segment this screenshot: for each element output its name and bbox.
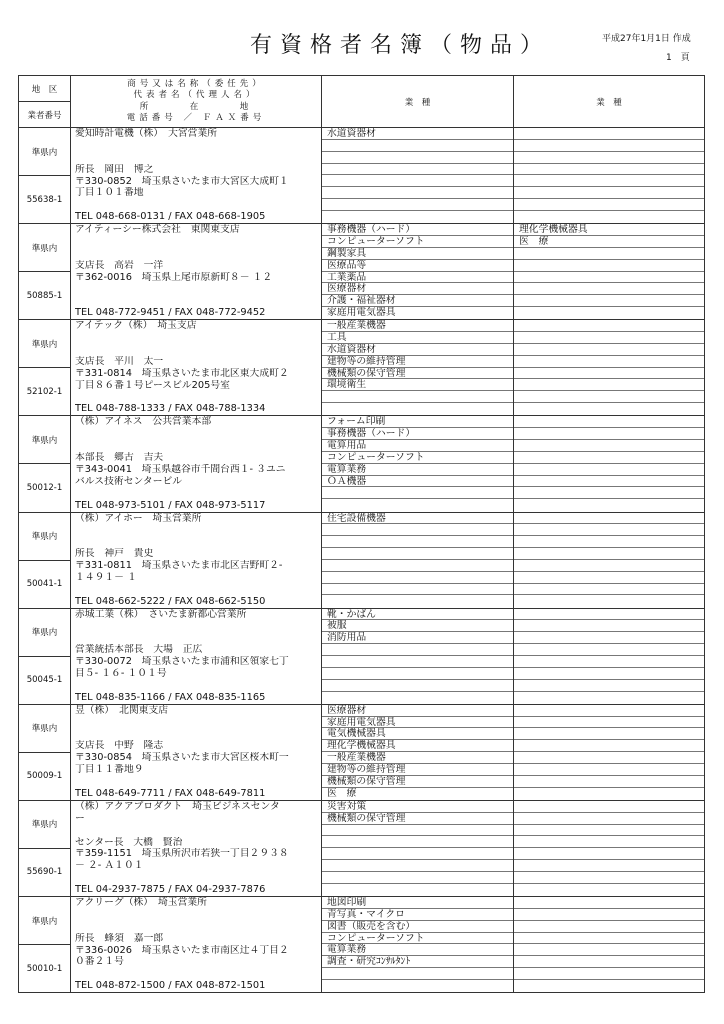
category-item <box>514 801 704 813</box>
category-item <box>514 705 704 717</box>
category-item <box>322 680 513 692</box>
category-item <box>514 356 704 368</box>
category-item <box>514 152 704 164</box>
entry-line <box>75 872 321 884</box>
registry-table <box>18 75 705 993</box>
category-item: 電算用品 <box>322 440 513 452</box>
category-cell-2 <box>514 800 705 896</box>
region-cell: 準県内 <box>19 320 71 368</box>
entry-line: １４９１－ １ <box>75 571 137 583</box>
category-item <box>322 872 513 884</box>
entry-line: アクリーグ（株） 埼玉営業所 <box>75 897 207 908</box>
category-cell-2 <box>514 608 705 704</box>
category-item <box>514 403 704 415</box>
page-number: 1 頁 <box>666 53 690 63</box>
entry-line: 〒343-0041 埼玉県越谷市千間台西１- ３ユニ <box>75 463 286 475</box>
category-item <box>514 499 704 511</box>
category-item <box>322 595 513 607</box>
entry-row <box>19 224 705 272</box>
entry-line <box>75 968 321 980</box>
category-item <box>514 584 704 596</box>
entry-row <box>19 512 705 560</box>
entry-line <box>75 776 321 788</box>
category-item <box>514 620 704 632</box>
category-item <box>514 944 704 956</box>
entry-line: ー <box>75 812 85 824</box>
category-item <box>514 813 704 825</box>
entry-line: 〒331-0814 埼玉県さいたま市北区東大成町２ <box>75 367 289 379</box>
entry-line: TEL 048-788-1333 / FAX 048-788-1334 <box>75 403 266 415</box>
category-cell-1 <box>322 128 514 224</box>
category-item <box>514 692 704 704</box>
region-cell: 準県内 <box>19 128 71 176</box>
entry-line: TEL 048-649-7711 / FAX 048-649-7811 <box>75 787 266 799</box>
category-item <box>514 656 704 668</box>
entry-line: 営業統括本部長 大場 正広 <box>75 644 203 656</box>
category-item <box>322 644 513 656</box>
entry-row <box>19 416 705 464</box>
category-item: ＯＡ機器 <box>322 476 513 488</box>
created-date: 平成27年1月1日 作成 <box>602 34 691 44</box>
category-item <box>514 487 704 499</box>
category-item <box>514 452 704 464</box>
category-item <box>514 548 704 560</box>
entry-line: 支店長 平川 太一 <box>75 355 164 367</box>
vendor-number-cell: 50045-1 <box>19 656 71 704</box>
category-item: コンピューターソフト <box>322 452 513 464</box>
category-item <box>514 884 704 896</box>
category-item: 医 療 <box>327 787 357 799</box>
company-cell <box>71 897 322 993</box>
entry-line: 愛知時計電機（株） 大宮営業所 <box>75 128 218 139</box>
entry-line: TEL 04-2937-7875 / FAX 04-2937-7876 <box>75 884 266 896</box>
category-item <box>514 717 704 729</box>
entry-line <box>75 428 321 440</box>
category-cell-2 <box>514 416 705 512</box>
category-item <box>322 825 513 837</box>
category-cell-2 <box>514 704 705 800</box>
entry-line: （株）アイホー 埼玉営業所 <box>75 512 202 524</box>
category-item <box>322 187 513 199</box>
category-item <box>514 848 704 860</box>
entry-line <box>75 680 321 692</box>
entry-line <box>75 332 321 344</box>
entry-line: 本部長 郷古 吉夫 <box>75 452 164 464</box>
category-item <box>514 740 704 752</box>
category-item <box>514 933 704 945</box>
category-item <box>514 513 704 525</box>
category-item: 事務機器（ハード） <box>322 224 513 236</box>
category-item: 医療器材 <box>322 705 513 717</box>
vendor-number-cell: 50012-1 <box>19 464 71 512</box>
category-item: 水道資器材 <box>322 128 513 140</box>
category-item: 電算業務 <box>322 464 513 476</box>
entry-line <box>75 140 321 152</box>
entry-line: TEL 048-668-0131 / FAX 048-668-1905 <box>75 211 266 223</box>
category-item <box>514 187 704 199</box>
entry-line: 〒359-1151 埼玉県所沢市若狭一丁目２９３８ <box>75 848 289 860</box>
category-item: 工業薬品 <box>322 272 513 284</box>
category-item <box>322 572 513 584</box>
entry-line <box>75 825 321 837</box>
category-cell-2 <box>514 224 705 320</box>
entry-line: ０番２１号 <box>75 956 124 968</box>
category-item <box>514 921 704 933</box>
category-cell-1 <box>322 704 514 800</box>
entry-line: 丁目１０１番地 <box>75 187 144 199</box>
category-item: 機械類の保守管理 <box>322 368 513 380</box>
category-item: 理化学機械器具 <box>514 224 704 236</box>
region-cell: 準県内 <box>19 608 71 656</box>
category-item: 図書（販売を含む） <box>322 921 513 933</box>
category-item: コンピューターソフト <box>322 933 513 945</box>
category-item <box>514 836 704 848</box>
category-item: 住宅設備機器 <box>322 513 513 525</box>
category-item: 鋼製家具 <box>322 248 513 260</box>
category-item <box>514 872 704 884</box>
category-item: 介護・福祉器材 <box>322 295 513 307</box>
category-item: 水道資器材 <box>322 344 513 356</box>
entry-line: 支店長 中野 隆志 <box>75 740 164 752</box>
entry-line: 〒336-0026 埼玉県さいたま市南区辻４丁目２ <box>75 944 289 956</box>
vendor-number-cell: 50010-1 <box>19 945 71 993</box>
category-item: 消防用品 <box>322 632 513 644</box>
entry-line: TEL 048-835-1166 / FAX 048-835-1165 <box>75 691 266 703</box>
category-cell-1 <box>322 897 514 993</box>
category-item <box>322 199 513 211</box>
entry-line <box>75 909 321 921</box>
category-item <box>514 140 704 152</box>
category-item <box>514 897 704 909</box>
entry-line: 赤城工業（株） さいたま新都心営業所 <box>75 608 247 620</box>
category-item <box>514 260 704 272</box>
category-item <box>322 860 513 872</box>
entry-line <box>75 392 321 404</box>
category-item: 青写真・マイクロ <box>322 909 513 921</box>
category-item <box>514 668 704 680</box>
company-cell <box>71 416 322 512</box>
category-item <box>514 609 704 621</box>
category-item <box>514 379 704 391</box>
category-item <box>322 391 513 403</box>
entry-line <box>75 536 321 548</box>
company-cell <box>71 320 322 416</box>
category-item <box>322 152 513 164</box>
entry-row <box>19 897 705 945</box>
category-item <box>514 272 704 284</box>
category-cell-2 <box>514 128 705 224</box>
category-cell-1 <box>322 224 514 320</box>
category-item <box>514 728 704 740</box>
category-item: 調査・研究ｺﾝｻﾙﾀﾝﾄ <box>322 956 513 968</box>
category-item: 事務機器（ハード） <box>322 428 513 440</box>
category-cell-2 <box>514 897 705 993</box>
category-item <box>514 464 704 476</box>
category-item <box>514 248 704 260</box>
category-item: フォーム印刷 <box>322 416 513 428</box>
entry-line: 〒330-0854 埼玉県さいたま市大宮区桜木町一 <box>75 752 289 764</box>
entry-line <box>75 199 321 211</box>
category-item <box>514 476 704 488</box>
header-row <box>19 76 705 102</box>
category-item: 医 療 <box>514 236 704 248</box>
entry-row <box>19 704 705 752</box>
category-item: 靴・かばん <box>322 609 513 621</box>
category-cell-2 <box>514 512 705 608</box>
category-item <box>514 595 704 607</box>
header-region: 地 区 <box>19 76 71 102</box>
category-item <box>514 776 704 788</box>
entry-line: 所長 神戸 貴史 <box>75 548 154 560</box>
vendor-number-cell: 50009-1 <box>19 752 71 800</box>
category-item: 医療品等 <box>322 260 513 272</box>
category-item <box>322 211 513 223</box>
category-item <box>514 825 704 837</box>
entry-line <box>75 921 321 933</box>
entry-line: 〒330-0852 埼玉県さいたま市大宮区大成町１ <box>75 175 289 187</box>
category-item: 電算業務 <box>322 944 513 956</box>
category-item <box>514 344 704 356</box>
category-cell-1 <box>322 800 514 896</box>
entry-line: TEL 048-872-1500 / FAX 048-872-1501 <box>75 980 266 992</box>
category-item <box>514 307 704 319</box>
category-item <box>514 416 704 428</box>
entry-line <box>75 632 321 644</box>
entry-line <box>75 284 321 296</box>
entry-line <box>75 584 321 596</box>
category-item <box>514 980 704 992</box>
category-item <box>322 560 513 572</box>
header-company <box>71 76 322 128</box>
vendor-number-cell: 50885-1 <box>19 272 71 320</box>
entry-line: 所長 岡田 博之 <box>75 163 154 175</box>
category-item: 地図印刷 <box>322 897 513 909</box>
category-item <box>322 692 513 704</box>
entry-line: 支店長 高岩 一洋 <box>75 259 164 271</box>
category-item <box>322 548 513 560</box>
category-item <box>322 980 513 992</box>
entry-line: （株）アクアプロダクト 埼玉ビジネスセンタ <box>75 800 280 812</box>
entry-line: 目５- １６- １０１号 <box>75 668 167 680</box>
entry-row <box>19 800 705 848</box>
vendor-number-cell: 52102-1 <box>19 368 71 416</box>
entry-line <box>75 717 321 729</box>
company-cell <box>71 224 322 320</box>
category-item <box>514 368 704 380</box>
category-item: 家庭用電気器具 <box>322 717 513 729</box>
category-item <box>514 332 704 344</box>
header-number: 業者番号 <box>19 102 71 128</box>
category-item <box>514 199 704 211</box>
entry-line: 丁目１１番地９ <box>75 764 144 776</box>
category-item <box>322 175 513 187</box>
category-item <box>514 764 704 776</box>
category-item <box>514 752 704 764</box>
entry-line <box>75 488 321 500</box>
region-cell: 準県内 <box>19 800 71 848</box>
vendor-number-cell: 55638-1 <box>19 176 71 224</box>
category-item: 医療器材 <box>322 283 513 295</box>
header-company-line: 電話番号 ／ ＦＡＸ番号 <box>126 113 266 123</box>
category-item <box>514 295 704 307</box>
category-item: 機械類の保守管理 <box>322 813 513 825</box>
category-item <box>322 536 513 548</box>
category-item: 機械類の保守管理 <box>322 776 513 788</box>
category-item <box>322 524 513 536</box>
category-item <box>514 211 704 223</box>
category-item <box>514 320 704 332</box>
entry-line <box>75 295 321 307</box>
category-item <box>322 403 513 415</box>
category-item: 一般産業機器 <box>322 752 513 764</box>
category-item <box>514 860 704 872</box>
category-item <box>322 499 513 511</box>
category-item <box>322 584 513 596</box>
category-item <box>322 140 513 152</box>
page-title: 有資格者名簿（物品） <box>250 33 551 58</box>
category-cell-1 <box>322 608 514 704</box>
company-cell <box>71 800 322 896</box>
entry-line: 〒330-0072 埼玉県さいたま市浦和区領家七丁 <box>75 656 289 668</box>
entry-row <box>19 608 705 656</box>
entry-line: （株）アイネス 公共営業本部 <box>75 416 212 428</box>
header-company-line: 所 在 地 <box>139 101 253 112</box>
category-item <box>514 440 704 452</box>
category-item <box>514 164 704 176</box>
header-company-line: 代表者名（代理人名） <box>133 90 259 100</box>
region-cell: 準県内 <box>19 704 71 752</box>
category-item <box>514 560 704 572</box>
entry-row <box>19 320 705 368</box>
category-item: 一般産業機器 <box>322 320 513 332</box>
category-item <box>322 656 513 668</box>
entry-line: アイティーシー株式会社 東関東支店 <box>75 224 240 236</box>
category-item <box>322 968 513 980</box>
category-item <box>514 956 704 968</box>
category-item <box>514 175 704 187</box>
vendor-number-cell: 55690-1 <box>19 848 71 896</box>
category-item: コンピューターソフト <box>322 236 513 248</box>
category-item <box>322 848 513 860</box>
entry-line: TEL 048-662-5222 / FAX 048-662-5150 <box>75 595 266 607</box>
entry-line <box>75 344 321 356</box>
entry-line: 〒362-0016 埼玉県上尾市原新町８－ １２ <box>75 271 273 283</box>
company-cell <box>71 704 322 800</box>
company-cell <box>71 128 322 224</box>
category-item <box>322 487 513 499</box>
entry-line <box>75 524 321 536</box>
entry-line: バルス技術センタービル <box>75 475 183 487</box>
company-cell <box>71 608 322 704</box>
category-item <box>514 524 704 536</box>
category-item: 災害対策 <box>322 801 513 813</box>
category-item <box>514 283 704 295</box>
category-item <box>322 836 513 848</box>
category-cell-1 <box>322 320 514 416</box>
entry-line: TEL 048-772-9451 / FAX 048-772-9452 <box>75 307 266 319</box>
region-cell: 準県内 <box>19 224 71 272</box>
category-item <box>322 884 513 896</box>
entry-line: 昱（株） 北関東支店 <box>75 704 169 716</box>
entry-line: 丁目８６番１号ピースビル205号室 <box>75 379 230 391</box>
entry-line: 所長 蜂須 嘉一郎 <box>75 932 164 944</box>
vendor-number-cell: 50041-1 <box>19 560 71 608</box>
region-cell: 準県内 <box>19 416 71 464</box>
category-item <box>514 909 704 921</box>
category-item: 建物等の維持管理 <box>322 764 513 776</box>
category-item <box>514 644 704 656</box>
category-item <box>322 668 513 680</box>
category-item <box>514 788 704 800</box>
entry-line: センター長 大橋 賢治 <box>75 836 183 848</box>
header-category-1: 業 種 <box>322 76 514 128</box>
company-cell <box>71 512 322 608</box>
entry-line: TEL 048-973-5101 / FAX 048-973-5117 <box>75 499 266 511</box>
category-item <box>514 391 704 403</box>
category-cell-2 <box>514 320 705 416</box>
entry-line: － ２- Ａ１０１ <box>75 860 144 872</box>
entry-row <box>19 128 705 176</box>
header-category-2: 業 種 <box>514 76 705 128</box>
entry-line <box>75 440 321 452</box>
entry-line <box>75 152 321 164</box>
category-item: 家庭用電気器具 <box>327 307 396 319</box>
category-item <box>514 680 704 692</box>
entry-line <box>75 621 321 633</box>
category-item <box>514 968 704 980</box>
category-item: 工具 <box>322 332 513 344</box>
category-cell-1 <box>322 416 514 512</box>
category-item <box>514 632 704 644</box>
category-item: 環境衛生 <box>322 379 513 391</box>
entry-line: 〒331-0811 埼玉県さいたま市北区吉野町２- <box>75 560 283 572</box>
entry-line <box>75 729 321 741</box>
region-cell: 準県内 <box>19 897 71 945</box>
entry-line <box>75 248 321 260</box>
category-item: 被服 <box>322 620 513 632</box>
entry-line: アイテック（株） 埼玉支店 <box>75 320 197 332</box>
header-company-line: 商号又は名称（委任先） <box>127 78 265 89</box>
category-item <box>514 572 704 584</box>
category-item: 電気機械器具 <box>322 728 513 740</box>
category-cell-1 <box>322 512 514 608</box>
category-item: 理化学機械器具 <box>322 740 513 752</box>
category-item <box>514 536 704 548</box>
region-cell: 準県内 <box>19 512 71 560</box>
category-item <box>514 428 704 440</box>
entry-line <box>75 236 321 248</box>
category-item <box>322 164 513 176</box>
category-item: 建物等の維持管理 <box>322 356 513 368</box>
category-item <box>514 128 704 140</box>
